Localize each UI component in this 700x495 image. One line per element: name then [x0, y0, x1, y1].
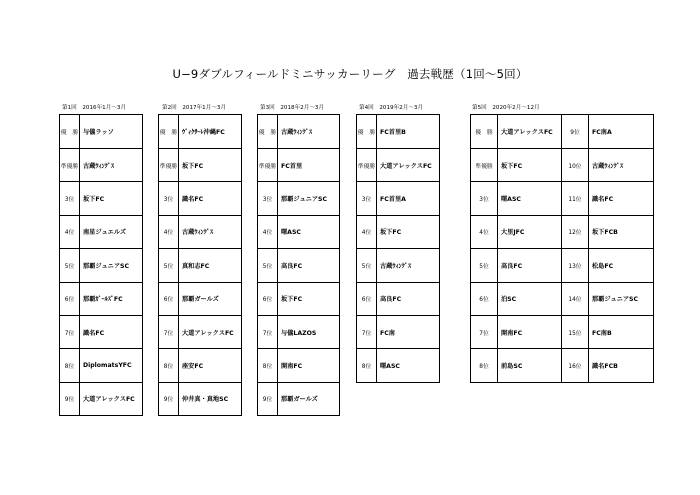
team-cell: 古蔵ｳｨﾝｸﾞｽ: [278, 115, 340, 149]
team-cell: FC首里A: [377, 182, 440, 215]
team-cell: FC南B: [589, 315, 654, 348]
rank-cell: 15位: [562, 315, 589, 348]
rank-cell: 8位: [258, 349, 278, 382]
tournament-5-table: [470, 114, 654, 383]
table-row: [60, 382, 143, 415]
team-cell: 大道アレックスFC: [80, 382, 143, 415]
rank-cell: 5位: [258, 249, 278, 282]
team-cell: 坂下FC: [278, 282, 340, 315]
table-row: [159, 182, 242, 215]
table-row: [471, 215, 654, 248]
rank-cell: 優 勝: [471, 115, 498, 149]
rank-cell: 準優勝: [357, 149, 377, 182]
team-cell: 那覇ジュニアSC: [589, 282, 654, 315]
team-cell: 真和志FC: [179, 249, 242, 282]
table-row: [258, 115, 340, 149]
rank-cell: 7位: [258, 315, 278, 348]
rank-cell: 9位: [562, 115, 589, 149]
rank-cell: 8位: [471, 349, 498, 382]
table-row: [60, 315, 143, 348]
tournament-4-table: [356, 114, 440, 383]
table-row: [258, 349, 340, 382]
team-cell: 古蔵ｳｨﾝｸﾞｽ: [179, 215, 242, 248]
team-cell: 坂下FCB: [589, 215, 654, 248]
rank-cell: 6位: [471, 282, 498, 315]
table-row: [159, 249, 242, 282]
table-row: [159, 215, 242, 248]
table-row: [471, 249, 654, 282]
table-row: [159, 349, 242, 382]
team-cell: 坂下FC: [377, 215, 440, 248]
team-cell: 曙ASC: [498, 182, 562, 215]
table-row: [357, 315, 440, 348]
table-row: [60, 115, 143, 149]
table-row: [258, 315, 340, 348]
team-cell: 仲井真・真地SC: [179, 382, 242, 415]
table-row: [357, 282, 440, 315]
rank-cell: 9位: [60, 382, 80, 415]
table-row: [60, 215, 143, 248]
team-cell: 高良FC: [377, 282, 440, 315]
rank-cell: 9位: [159, 382, 179, 415]
team-cell: 大里JFC: [498, 215, 562, 248]
table-row: [357, 149, 440, 182]
rank-cell: 3位: [471, 182, 498, 215]
table-row: [471, 115, 654, 149]
team-cell: 古蔵ｳｨﾝｸﾞｽ: [589, 149, 654, 182]
team-cell: 与儀LAZOS: [278, 315, 340, 348]
rank-cell: 3位: [258, 182, 278, 215]
team-cell: 曙ASC: [377, 349, 440, 382]
table-row: [471, 182, 654, 215]
tournament-4-caption: 第4回 2019年2月〜3月: [359, 105, 424, 111]
team-cell: 与儀ラッソ: [80, 115, 143, 149]
rank-cell: 7位: [60, 315, 80, 348]
rank-cell: 5位: [60, 249, 80, 282]
table-row: [258, 382, 340, 415]
table-row: [258, 215, 340, 248]
table-row: [258, 282, 340, 315]
table-row: [159, 382, 242, 415]
page-title: U−9ダブルフィールドミニサッカーリーグ 過去戦歴（1回〜5回）: [172, 67, 528, 81]
rank-cell: 10位: [562, 149, 589, 182]
rank-cell: 16位: [562, 349, 589, 382]
table-row: [159, 115, 242, 149]
team-cell: 泊SC: [498, 282, 562, 315]
rank-cell: 4位: [258, 215, 278, 248]
team-cell: FC南: [377, 315, 440, 348]
team-cell: 識名FC: [179, 182, 242, 215]
team-cell: 開南FC: [498, 315, 562, 348]
table-row: [357, 215, 440, 248]
table-row: [258, 182, 340, 215]
team-cell: 識名FC: [80, 315, 143, 348]
tournament-2-caption: 第2回 2017年1月〜3月: [162, 105, 227, 111]
table-row: [471, 315, 654, 348]
table-row: [60, 249, 143, 282]
table-row: [60, 349, 143, 382]
team-cell: FC首里: [278, 149, 340, 182]
team-cell: 那覇ジュニアSC: [80, 249, 143, 282]
table-row: [357, 115, 440, 149]
rank-cell: 6位: [159, 282, 179, 315]
rank-cell: 優 勝: [60, 115, 80, 149]
rank-cell: 9位: [258, 382, 278, 415]
rank-cell: 12位: [562, 215, 589, 248]
rank-cell: 優 勝: [258, 115, 278, 149]
team-cell: 坂下FC: [179, 149, 242, 182]
team-cell: 大道アレックスFC: [377, 149, 440, 182]
table-row: [471, 282, 654, 315]
rank-cell: 8位: [357, 349, 377, 382]
team-cell: 坂下FC: [80, 182, 143, 215]
rank-cell: 7位: [159, 315, 179, 348]
rank-cell: 7位: [471, 315, 498, 348]
rank-cell: 優 勝: [357, 115, 377, 149]
team-cell: 大道アレックスFC: [179, 315, 242, 348]
rank-cell: 7位: [357, 315, 377, 348]
tournament-1-caption: 第1回 2016年1月〜3月: [62, 105, 127, 111]
table-row: [471, 149, 654, 182]
team-cell: 那覇ガールズ: [278, 382, 340, 415]
table-row: [60, 182, 143, 215]
rank-cell: 3位: [159, 182, 179, 215]
team-cell: FC首里B: [377, 115, 440, 149]
table-row: [471, 349, 654, 382]
tournament-3-caption: 第3回 2018年2月〜3月: [260, 105, 325, 111]
team-cell: 古蔵ｳｨﾝｸﾞｽ: [377, 249, 440, 282]
table-row: [258, 149, 340, 182]
table-row: [357, 349, 440, 382]
team-cell: 曙ASC: [278, 215, 340, 248]
rank-cell: 4位: [60, 215, 80, 248]
team-cell: 坂下FC: [498, 149, 562, 182]
team-cell: 識名FCB: [589, 349, 654, 382]
team-cell: 高良FC: [498, 249, 562, 282]
team-cell: FC南A: [589, 115, 654, 149]
table-row: [60, 282, 143, 315]
tournament-2-table: [158, 114, 242, 416]
table-row: [60, 149, 143, 182]
team-cell: 松島FC: [589, 249, 654, 282]
rank-cell: 4位: [159, 215, 179, 248]
tournament-3-table: [257, 114, 340, 416]
team-cell: 那覇ｶﾞｰﾙｽﾞFC: [80, 282, 143, 315]
rank-cell: 8位: [60, 349, 80, 382]
rank-cell: 6位: [258, 282, 278, 315]
rank-cell: 11位: [562, 182, 589, 215]
table-row: [258, 249, 340, 282]
team-cell: 高良FC: [278, 249, 340, 282]
rank-cell: 5位: [471, 249, 498, 282]
rank-cell: 3位: [357, 182, 377, 215]
table-row: [159, 149, 242, 182]
team-cell: 古蔵ｳｨﾝｸﾞｽ: [80, 149, 143, 182]
table-row: [357, 249, 440, 282]
table-row: [159, 315, 242, 348]
tournament-1-table: [59, 114, 143, 416]
team-cell: 那覇ガールズ: [179, 282, 242, 315]
team-cell: 那覇ジュニアSC: [278, 182, 340, 215]
team-cell: 開南FC: [278, 349, 340, 382]
rank-cell: 6位: [357, 282, 377, 315]
table-row: [357, 182, 440, 215]
rank-cell: 優 勝: [159, 115, 179, 149]
team-cell: 大道アレックスFC: [498, 115, 562, 149]
rank-cell: 準優勝: [471, 149, 498, 182]
rank-cell: 4位: [357, 215, 377, 248]
rank-cell: 13位: [562, 249, 589, 282]
tournament-5-caption: 第5回 2020年2月〜12月: [472, 105, 540, 111]
rank-cell: 準優勝: [258, 149, 278, 182]
table-row: [159, 282, 242, 315]
team-cell: 前島SC: [498, 349, 562, 382]
rank-cell: 6位: [60, 282, 80, 315]
rank-cell: 準優勝: [159, 149, 179, 182]
rank-cell: 5位: [159, 249, 179, 282]
rank-cell: 5位: [357, 249, 377, 282]
rank-cell: 3位: [60, 182, 80, 215]
rank-cell: 8位: [159, 349, 179, 382]
team-cell: 識名FC: [589, 182, 654, 215]
team-cell: 南星ジュエルズ: [80, 215, 143, 248]
team-cell: ｳﾞｨｸｻｰﾚ沖縄FC: [179, 115, 242, 149]
team-cell: 座安FC: [179, 349, 242, 382]
team-cell: DiplomatsYFC: [80, 349, 143, 382]
rank-cell: 準優勝: [60, 149, 80, 182]
rank-cell: 14位: [562, 282, 589, 315]
rank-cell: 4位: [471, 215, 498, 248]
